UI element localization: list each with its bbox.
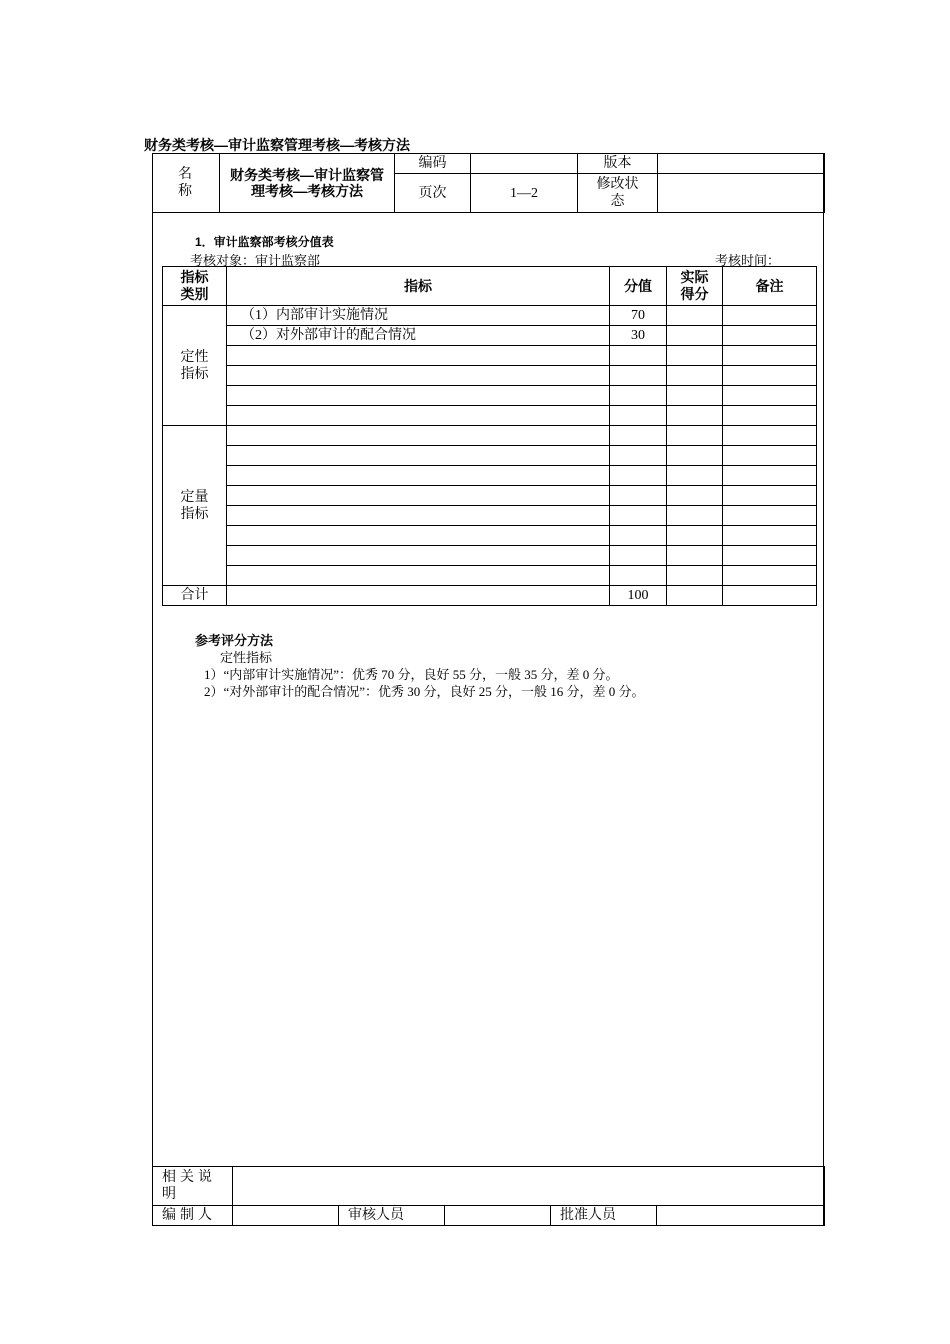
author-label: 编制人 <box>153 1206 233 1226</box>
table-row <box>163 406 817 426</box>
table-row <box>163 346 817 366</box>
reviewer-label: 审核人员 <box>339 1206 445 1226</box>
table-row <box>163 446 817 466</box>
reference-subtitle: 定性指标 <box>220 650 273 665</box>
score-table <box>162 266 817 606</box>
table-row <box>163 486 817 506</box>
total-value: 100 <box>610 586 667 606</box>
revision-value <box>658 174 825 213</box>
footer-table <box>152 1166 825 1226</box>
table-row <box>163 366 817 386</box>
qualitative-category: 定性指标 <box>163 306 227 426</box>
assessment-target: 考核对象：审计监察部 <box>190 253 321 268</box>
name-label: 名称 <box>153 154 220 213</box>
table-row <box>163 326 817 346</box>
quantitative-category: 定量指标 <box>163 426 227 586</box>
header-category: 指标类别 <box>163 267 227 306</box>
table-row <box>163 566 817 586</box>
reviewer-value <box>445 1206 551 1226</box>
table-row <box>163 506 817 526</box>
document-title: 财务类考核—审计监察管理考核—考核方法 <box>144 137 410 153</box>
related-notes-label: 相关说明 <box>153 1167 233 1206</box>
header-table <box>152 153 825 213</box>
header-indicator: 指标 <box>227 267 610 306</box>
version-value <box>658 154 825 174</box>
header-remark: 备注 <box>723 267 817 306</box>
code-label: 编码 <box>395 154 471 174</box>
reference-title: 参考评分方法 <box>195 633 274 648</box>
code-value <box>471 154 578 174</box>
score-table-header <box>163 267 817 306</box>
table-row <box>163 426 817 446</box>
table-row <box>163 306 817 326</box>
page-label: 页次 <box>395 174 471 213</box>
remark-cell <box>723 326 817 346</box>
assessment-time: 考核时间： <box>715 253 781 268</box>
score-cell: 70 <box>610 306 667 326</box>
related-notes-value <box>233 1167 825 1206</box>
actual-score-cell <box>667 306 723 326</box>
page-value: 1—2 <box>471 174 578 213</box>
total-label: 合计 <box>163 586 227 606</box>
table-row <box>163 546 817 566</box>
approver-value <box>657 1206 825 1226</box>
author-value <box>233 1206 339 1226</box>
indicator-cell: （2）对外部审计的配合情况 <box>227 326 610 346</box>
table-row <box>163 466 817 486</box>
table-row <box>163 526 817 546</box>
reference-line-1: 1）“内部审计实施情况”：优秀 70 分，良好 55 分，一般 35 分，差 0 分。 <box>204 667 619 682</box>
revision-label: 修改状态 <box>578 174 658 213</box>
actual-score-cell <box>667 326 723 346</box>
table-row <box>163 386 817 406</box>
version-label: 版本 <box>578 154 658 174</box>
score-cell: 30 <box>610 326 667 346</box>
name-value: 财务类考核—审计监察管理考核—考核方法 <box>220 154 395 213</box>
header-actual-score: 实际得分 <box>667 267 723 306</box>
section-title: 1．审计监察部考核分值表 <box>195 235 334 249</box>
remark-cell <box>723 306 817 326</box>
header-score: 分值 <box>610 267 667 306</box>
total-row <box>163 586 817 606</box>
approver-label: 批准人员 <box>551 1206 657 1226</box>
reference-line-2: 2）“对外部审计的配合情况”：优秀 30 分，良好 25 分，一般 16 分，差 0 分。 <box>204 684 645 699</box>
indicator-cell: （1）内部审计实施情况 <box>227 306 610 326</box>
